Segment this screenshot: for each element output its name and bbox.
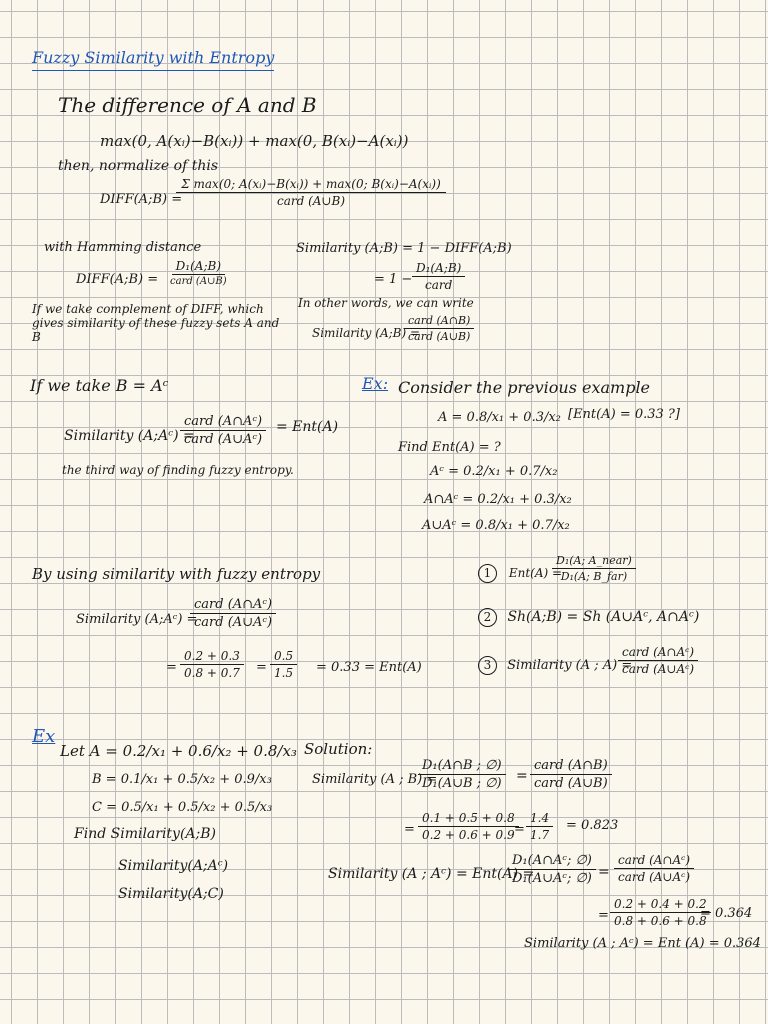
sol-lhs: Similarity (A ; B) =	[312, 772, 438, 787]
s4-denominator: card (A∪Aᶜ)	[194, 615, 273, 630]
ex2-label: Ex	[32, 726, 56, 747]
page-title: Fuzzy Similarity with Entropy	[32, 48, 274, 71]
hamming-label: with Hamming distance	[44, 240, 202, 255]
s3-denominator: card (A∪Aᶜ)	[184, 432, 263, 447]
sol-calc-fraction	[418, 811, 519, 842]
diff-lhs: DIFF(A;B) =	[100, 192, 183, 207]
sol-f2-numerator: card (A∩B)	[530, 758, 612, 775]
s4-calc-eq2: =	[256, 660, 267, 675]
sol-eq: =	[516, 768, 528, 784]
ex1-ac: Aᶜ = 0.2/x₁ + 0.7/x₂	[430, 464, 558, 479]
sim-eq2-pre: = 1 −	[374, 272, 413, 287]
s4-calc-fraction2	[270, 649, 297, 680]
list-3-lhs: Similarity (A ; A) =	[507, 658, 633, 673]
sol-calc-eq2: =	[514, 822, 525, 837]
s3-lhs: Similarity (A;Aᶜ) =	[64, 428, 195, 444]
s4-calc-rhs: = 0.33 = Ent(A)	[316, 660, 422, 675]
list-1-lhs: Ent(A) =	[508, 566, 563, 580]
s3-numerator: card (A∩Aᶜ)	[180, 414, 266, 431]
sol-calc-result: = 0.823	[566, 818, 619, 833]
hd-numerator: D₁(A;B)	[172, 259, 225, 275]
sol-c2-numerator: 0.2 + 0.4 + 0.2	[610, 897, 711, 913]
other-words: In other words, we can write	[298, 296, 474, 310]
sol-fraction3	[508, 853, 596, 886]
ex1-a-def: A = 0.8/x₁ + 0.3/x₂	[438, 410, 561, 425]
s4-calc-den1: 0.8 + 0.7	[184, 666, 240, 680]
sol-calc2-result: = 0.364	[700, 906, 753, 921]
s4-calc-num2: 0.5	[270, 649, 297, 665]
sol-fraction1	[418, 758, 506, 791]
s1-heading: The difference of A and B	[58, 93, 317, 117]
ex2-find1: Find Similarity(A;B)	[74, 826, 217, 842]
sim-eq3-denominator: card (A∪B)	[408, 330, 471, 343]
ex1-a-or-ac: A∪Aᶜ = 0.8/x₁ + 0.7/x₂	[422, 518, 570, 533]
third-way: the third way of finding fuzzy entropy.	[62, 463, 294, 477]
diff-numerator: Σ max(0; A(xᵢ)−B(xᵢ)) + max(0; B(xᵢ)−A(xᵢ))	[176, 177, 446, 193]
s3-rhs: = Ent(A)	[276, 419, 339, 435]
complement-line2: gives similarity of these fuzzy sets A and	[32, 316, 280, 330]
sol-f1-denominator: D₁(A∪B ; ∅)	[422, 776, 502, 791]
ex2-find3: Similarity(A;C)	[118, 886, 224, 902]
sol-fraction4	[614, 853, 694, 884]
ex2-c-def: C = 0.5/x₁ + 0.5/x₂ + 0.5/x₃	[92, 800, 273, 815]
complement-line3: B	[32, 330, 41, 344]
s1-normalize: then, normalize of this	[58, 158, 219, 174]
circle-2: 2	[478, 608, 497, 627]
s3-fraction	[180, 414, 266, 447]
list-1-denominator: D₁(A; B_far)	[560, 570, 628, 583]
list-item-1	[478, 564, 562, 583]
s4-lhs: Similarity (A;Aᶜ) =	[76, 612, 198, 627]
diff-denominator: card (A∪B)	[276, 194, 345, 208]
circle-1: 1	[478, 564, 497, 583]
ex2-find2: Similarity(A;Aᶜ)	[118, 858, 229, 874]
sol-f3-numerator: D₁(A∩Aᶜ; ∅)	[508, 853, 596, 870]
sol-final: Similarity (A ; Aᶜ) = Ent (A) = 0.364	[524, 936, 761, 951]
diff-fraction	[176, 177, 446, 208]
sol-calc-eq: =	[404, 822, 415, 837]
circle-3: 3	[478, 656, 497, 675]
sol-fraction2	[530, 758, 612, 791]
hd-fraction	[166, 259, 231, 287]
sim-eq2-fraction	[412, 261, 465, 292]
s4-heading: By using similarity with fuzzy entropy	[32, 565, 321, 583]
s4-calc-eq: =	[166, 660, 177, 675]
list-1-fraction	[552, 554, 636, 583]
s4-numerator: card (A∩Aᶜ)	[190, 597, 276, 614]
if-take: If we take B = Aᶜ	[30, 376, 169, 395]
list-3-numerator: card (A∩Aᶜ)	[618, 645, 698, 661]
list-2-text: Sh(A;B) = Sh (A∪Aᶜ, A∩Aᶜ)	[507, 609, 700, 625]
list-1-numerator: D₁(A; A_near)	[552, 554, 636, 569]
sol-f1-numerator: D₁(A∩B ; ∅)	[418, 758, 506, 775]
s4-fraction	[190, 597, 276, 630]
sol-c-denominator: 0.2 + 0.6 + 0.9	[422, 828, 515, 842]
s4-calc-fraction1	[180, 649, 244, 680]
ex1-label: Ex:	[362, 374, 389, 393]
sim-eq3-lhs: Similarity (A;B) =	[312, 326, 421, 340]
sol-c-numerator2: 1.4	[526, 811, 553, 827]
sol-f4-denominator: card (A∪Aᶜ)	[618, 870, 691, 884]
sol-calc2-fraction	[610, 897, 711, 928]
s4-calc-num1: 0.2 + 0.3	[180, 649, 244, 665]
hd-denominator: card (A∪B)	[170, 276, 227, 287]
sol-c-denominator2: 1.7	[530, 828, 550, 842]
sim-eq3-numerator: card (A∩B)	[404, 314, 474, 329]
sol-lhs2: Similarity (A ; Aᶜ) = Ent(A) =	[328, 866, 535, 882]
sim-eq2-numerator: D₁(A;B)	[412, 261, 465, 277]
sim-eq3-fraction	[404, 314, 474, 343]
sol-f3-denominator: D₁(A∪Aᶜ; ∅)	[512, 871, 592, 886]
hd-lhs: DIFF(A;B) =	[76, 272, 159, 287]
ex1-consider: Consider the previous example	[398, 378, 651, 397]
sol-calc-fraction2	[526, 811, 553, 842]
list-item-2	[478, 608, 699, 627]
ex1-bracket: [Ent(A) = 0.33 ?]	[568, 407, 680, 422]
ex1-a-and-ac: A∩Aᶜ = 0.2/x₁ + 0.3/x₂	[424, 492, 572, 507]
sol-c2-denominator: 0.8 + 0.6 + 0.8	[614, 914, 707, 928]
sol-f2-denominator: card (A∪B)	[534, 776, 608, 791]
sol-f4-numerator: card (A∩Aᶜ)	[614, 853, 694, 869]
list-3-denominator: card (A∪Aᶜ)	[622, 662, 695, 676]
list-item-3	[478, 656, 632, 675]
sim-eq2-denominator: card	[425, 278, 453, 292]
ex1-find: Find Ent(A) = ?	[398, 440, 501, 455]
ex2-a-def: Let A = 0.2/x₁ + 0.6/x₂ + 0.8/x₃	[60, 742, 297, 760]
s4-calc-den2: 1.5	[274, 666, 294, 680]
complement-line1: If we take complement of DIFF, which	[32, 302, 264, 316]
sol-calc2-eq: =	[598, 908, 609, 923]
sol-c-numerator: 0.1 + 0.5 + 0.8	[418, 811, 519, 827]
list-3-fraction	[618, 645, 698, 676]
sim-eq1: Similarity (A;B) = 1 − DIFF(A;B)	[296, 241, 512, 256]
s1-expr: max(0, A(xᵢ)−B(xᵢ)) + max(0, B(xᵢ)−A(xᵢ))	[100, 132, 409, 150]
sol-eq2: =	[598, 864, 610, 880]
solution-label: Solution:	[304, 740, 373, 758]
ex2-b-def: B = 0.1/x₁ + 0.5/x₂ + 0.9/x₃	[92, 772, 272, 787]
